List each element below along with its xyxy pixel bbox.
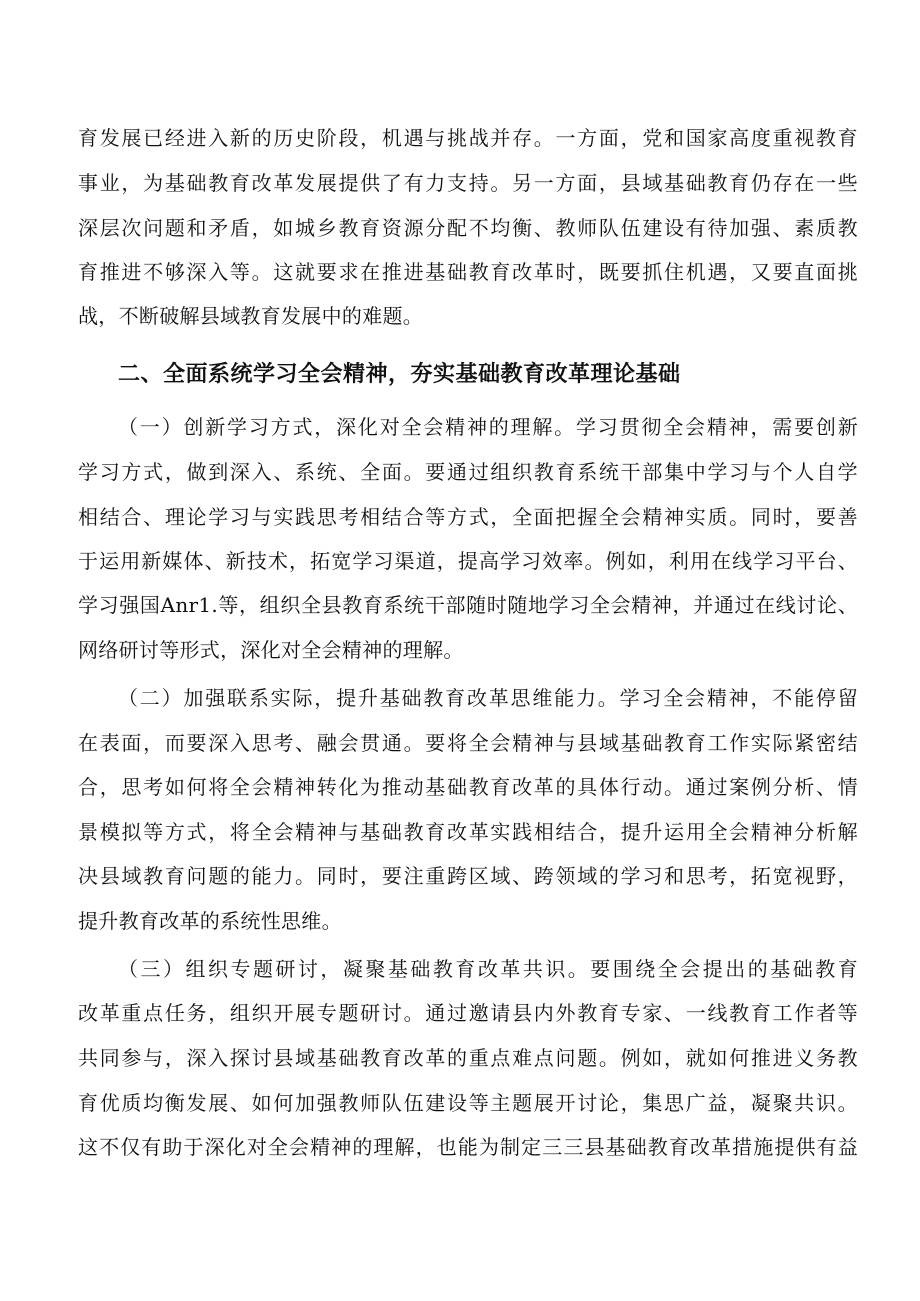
- intro-line-3: 深层次问题和矛盾，如城乡教育资源分配不均衡、教师队伍建设有待加强、素质教: [78, 216, 858, 240]
- intro-line-5: 战，不断破解县域教育发展中的难题。: [78, 304, 424, 328]
- paragraph-3-line-4: 育优质均衡发展、如何加强教师队伍建设等主题展开讨论，集思广益，凝聚共识。: [78, 1091, 858, 1115]
- paragraph-2-line-3: 合，思考如何将全会精神转化为推动基础教育改革的具体行动。通过案例分析、情: [78, 775, 858, 799]
- paragraph-1-line-1: （一）创新学习方式，深化对全会精神的理解。学习贯彻全会精神，需要创新: [118, 415, 858, 439]
- paragraph-2-line-2: 在表面，而要深入思考、融会贯通。要将全会精神与县域基础教育工作实际紧密结: [78, 731, 858, 755]
- paragraph-1-line-6: 网络研讨等形式，深化对全会精神的理解。: [78, 638, 464, 662]
- intro-line-1: 育发展已经进入新的历史阶段，机遇与挑战并存。一方面，党和国家高度重视教育: [78, 126, 858, 150]
- paragraph-2-line-6: 提升教育改革的系统性思维。: [78, 909, 342, 933]
- paragraph-1-line-4: 于运用新媒体、新技术，拓宽学习渠道，提高学习效率。例如，利用在线学习平台、: [78, 549, 858, 573]
- paragraph-3-line-1: （三）组织专题研讨，凝聚基础教育改革共识。要围绕全会提出的基础教育: [118, 957, 858, 981]
- section-heading: 二、全面系统学习全会精神，夯实基础教育改革理论基础: [118, 362, 681, 387]
- intro-line-4: 育推进不够深入等。这就要求在推进基础教育改革时，既要抓住机遇，又要直面挑: [78, 260, 858, 284]
- paragraph-2-line-4: 景模拟等方式，将全会精神与基础教育改革实践相结合，提升运用全会精神分析解: [78, 820, 858, 844]
- paragraph-2-line-1: （二）加强联系实际，提升基础教育改革思维能力。学习全会精神，不能停留: [118, 686, 858, 710]
- paragraph-3-line-5: 这不仅有助于深化对全会精神的理解，也能为制定三三县基础教育改革措施提供有益: [78, 1135, 858, 1159]
- intro-line-2: 事业，为基础教育改革发展提供了有力支持。另一方面，县域基础教育仍存在一些: [78, 171, 858, 195]
- paragraph-3-line-3: 共同参与，深入探讨县域基础教育改革的重点难点问题。例如，就如何推进义务教: [78, 1046, 858, 1070]
- paragraph-1-line-3: 相结合、理论学习与实践思考相结合等方式，全面把握全会精神实质。同时，要善: [78, 505, 858, 529]
- paragraph-1-line-5: 学习强国Anr1.等，组织全县教育系统干部随时随地学习全会精神，并通过在线讨论、: [78, 593, 858, 617]
- paragraph-1-line-2: 学习方式，做到深入、系统、全面。要通过组织教育系统干部集中学习与个人自学: [78, 460, 858, 484]
- paragraph-2-line-5: 决县域教育问题的能力。同时，要注重跨区域、跨领域的学习和思考，拓宽视野，: [78, 864, 858, 888]
- paragraph-3-line-2: 改革重点任务，组织开展专题研讨。通过邀请县内外教育专家、一线教育工作者等: [78, 1001, 858, 1025]
